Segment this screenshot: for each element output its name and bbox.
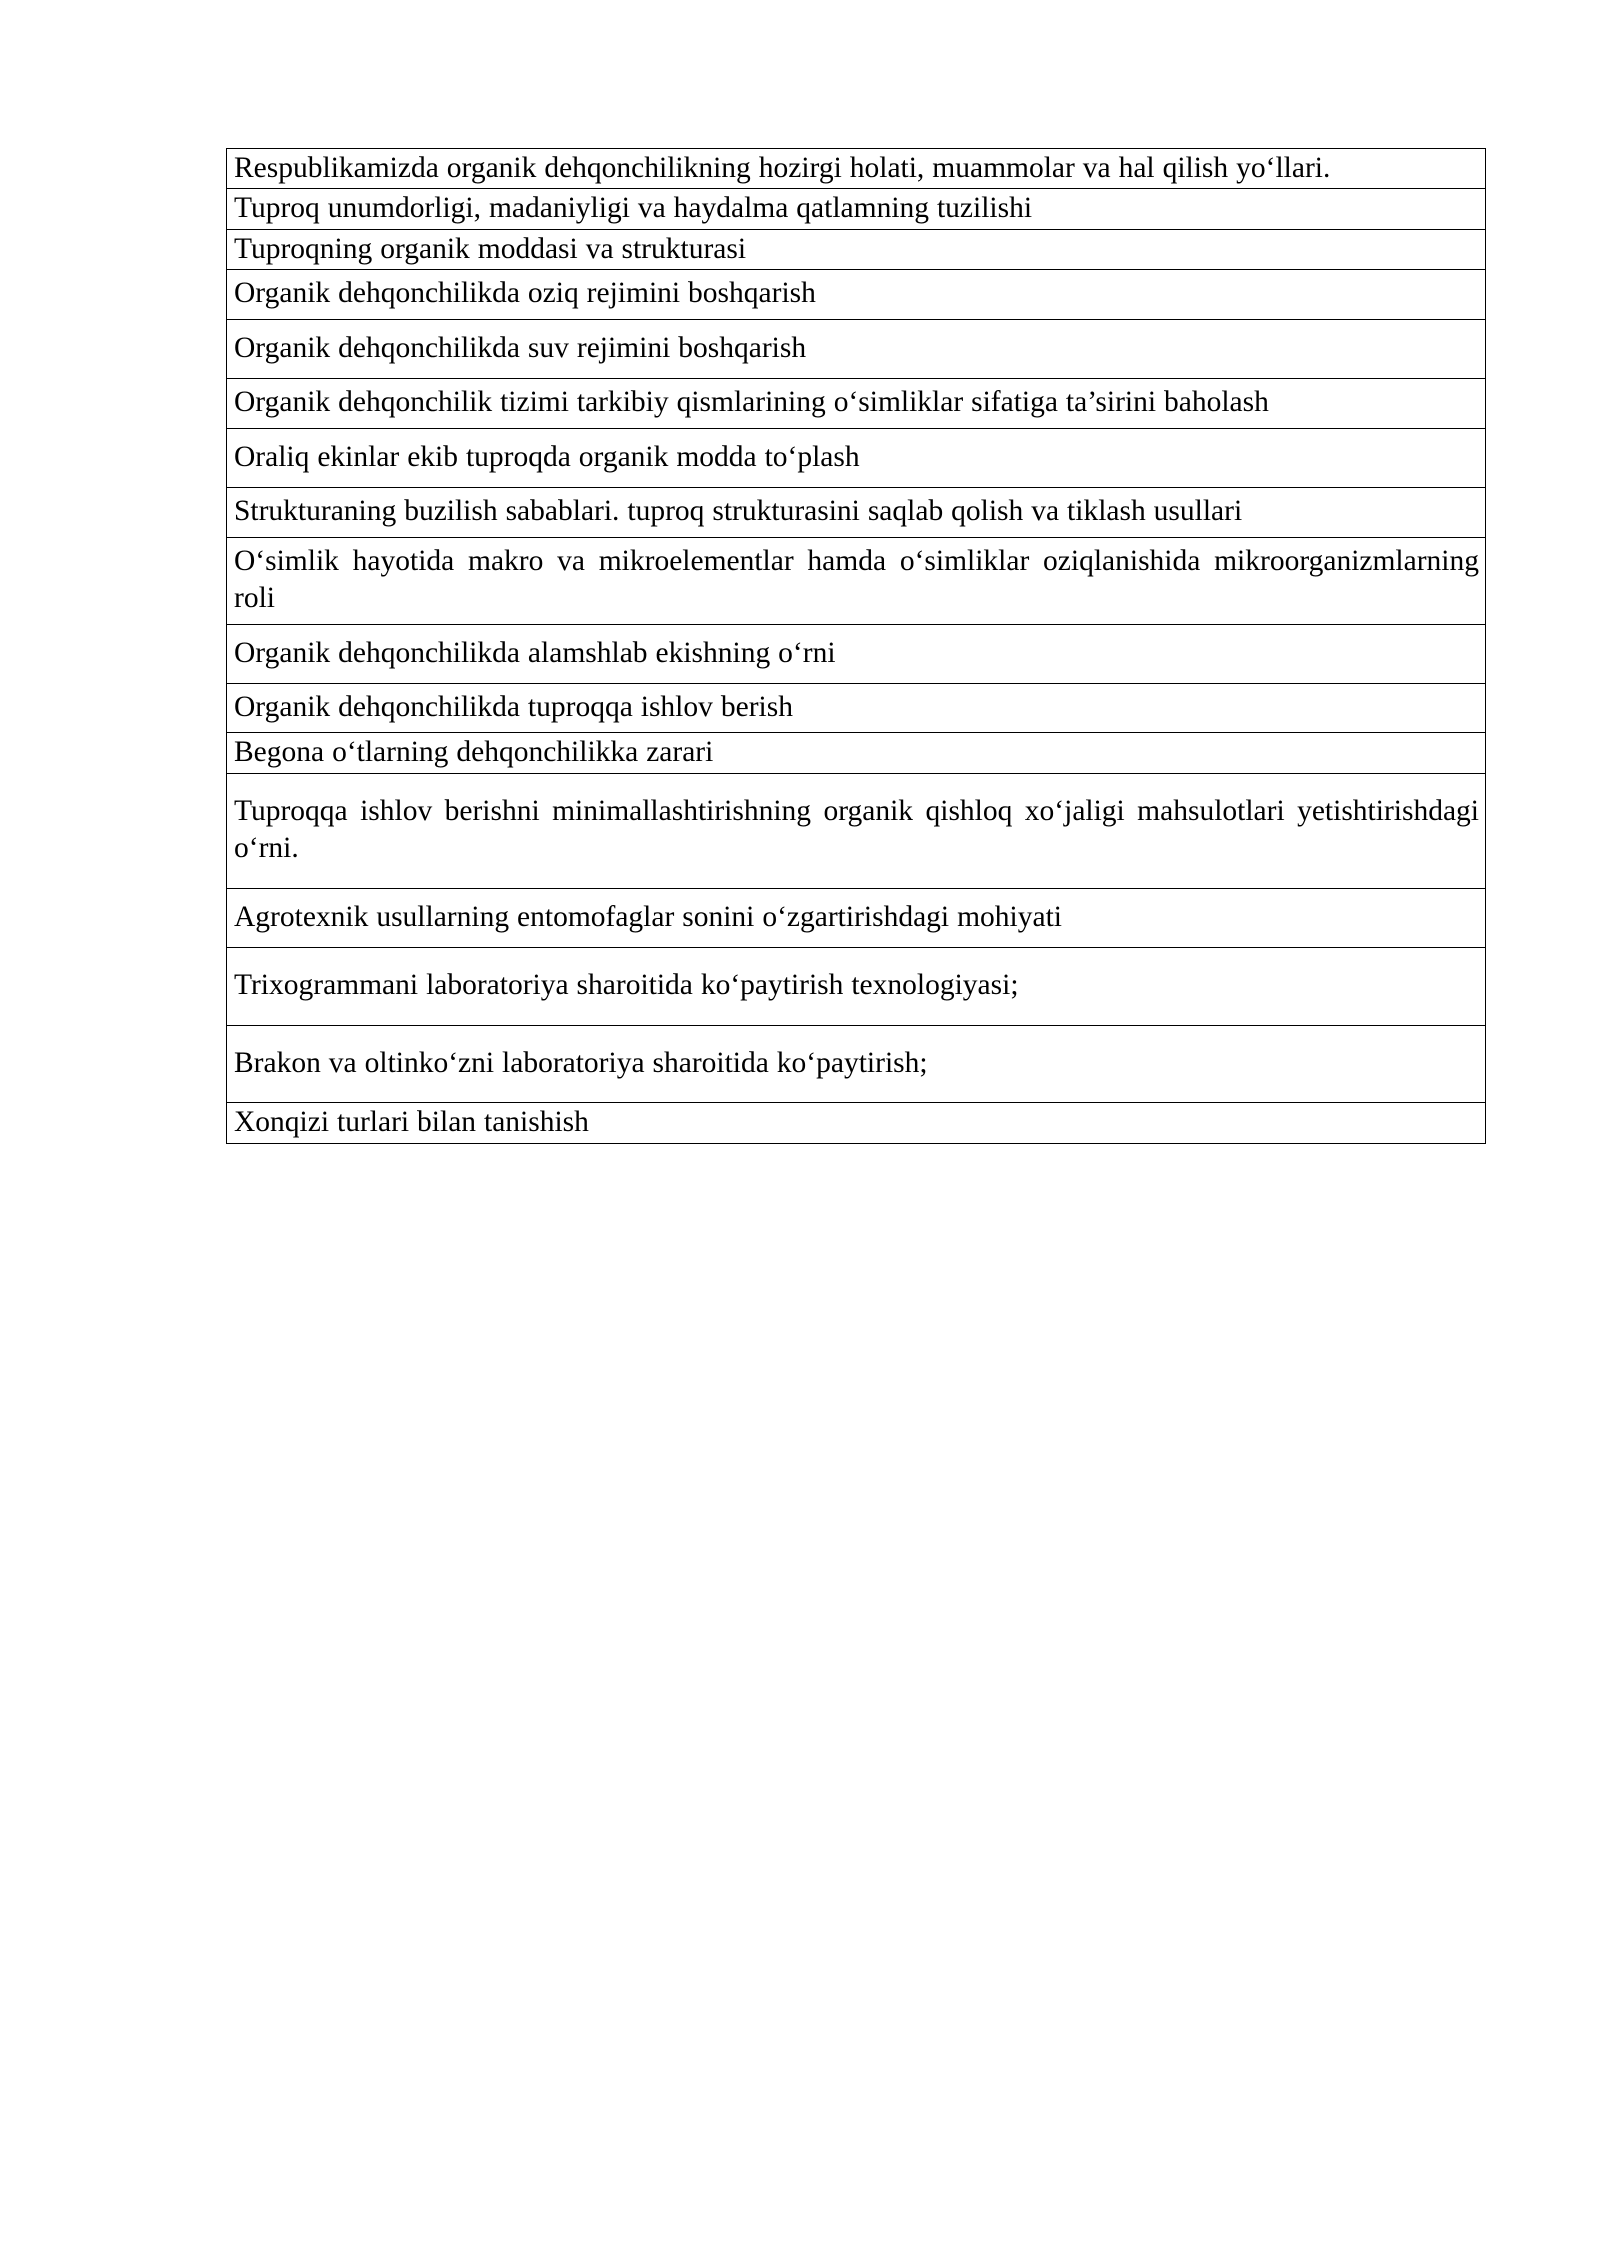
table-row [227, 948, 1486, 1025]
topic-text: Strukturaning buzilish sabablari. tuproq strukturasini saqlab qolish va tiklash usullari [234, 495, 1243, 528]
topic-text: Organik dehqonchilikda oziq rejimini boshqarish [234, 277, 816, 310]
table-row [227, 488, 1486, 537]
topics-table-body [227, 149, 1486, 1144]
topic-text: Respublikamizda organik dehqonchilikning hozirgi holati, muammolar va hal qilish yo‘llari. [234, 152, 1331, 184]
table-row [227, 379, 1486, 428]
table-cell [227, 1025, 1486, 1102]
table-cell [227, 379, 1486, 428]
table-row [227, 189, 1486, 229]
topic-text: Organik dehqonchilikda suv rejimini boshqarish [234, 331, 807, 364]
table-cell [227, 624, 1486, 683]
table-cell [227, 948, 1486, 1025]
table-row [227, 733, 1486, 773]
topics-table [226, 148, 1486, 1144]
topic-text: Xonqizi turlari bilan tanishish [234, 1106, 589, 1139]
table-row [227, 888, 1486, 947]
table-row [227, 1025, 1486, 1102]
table-cell [227, 488, 1486, 537]
topic-text: Tuproq unumdorligi, madaniyligi va haydalma qatlamning tuzilishi [234, 192, 1033, 225]
table-row [227, 229, 1486, 269]
table-cell [227, 270, 1486, 319]
topic-text: Brakon va oltinko‘zni laboratoriya sharoitida ko‘paytirish; [234, 1046, 928, 1079]
table-cell [227, 189, 1486, 229]
topic-text: Organik dehqonchilikda tuproqqa ishlov berish [234, 690, 793, 723]
topic-text: Begona o‘tlarning dehqonchilikka zarari [234, 736, 714, 769]
table-row [227, 270, 1486, 319]
table-cell [227, 428, 1486, 487]
table-row [227, 428, 1486, 487]
table-row [227, 683, 1486, 732]
table-row [227, 537, 1486, 624]
table-row [227, 149, 1486, 189]
table-row [227, 1103, 1486, 1143]
topic-text: Tuproqning organik moddasi va strukturasi [234, 232, 747, 265]
topic-text: Tuproqqa ishlov berishni minimallashtirishning organik qishloq xo‘jaligi mahsulotlari yetishtirishdagi o‘rni. [234, 794, 1479, 865]
table-cell [227, 888, 1486, 947]
topic-text: Organik dehqonchilik tizimi tarkibiy qismlarining o‘simliklar sifatiga ta’sirini baholash [234, 386, 1269, 419]
table-row [227, 773, 1486, 888]
topic-text: Organik dehqonchilikda alamshlab ekishning o‘rni [234, 636, 836, 669]
topic-text: Trixogrammani laboratoriya sharoitida ko‘paytirish texnologiyasi; [234, 969, 1019, 1002]
table-cell [227, 537, 1486, 624]
topic-text: Agrotexnik usullarning entomofaglar sonini o‘zgartirishdagi mohiyati [234, 900, 1062, 933]
table-row [227, 319, 1486, 378]
table-cell [227, 1103, 1486, 1143]
table-row [227, 624, 1486, 683]
table-cell [227, 773, 1486, 888]
table-cell [227, 683, 1486, 732]
table-cell [227, 229, 1486, 269]
topic-text: Oraliq ekinlar ekib tuproqda organik modda to‘plash [234, 440, 860, 473]
table-cell [227, 319, 1486, 378]
topic-text: O‘simlik hayotida makro va mikroelementlar hamda o‘simliklar oziqlanishida mikroorganizmlarning roli [234, 544, 1479, 615]
table-cell [227, 149, 1486, 189]
table-cell [227, 733, 1486, 773]
